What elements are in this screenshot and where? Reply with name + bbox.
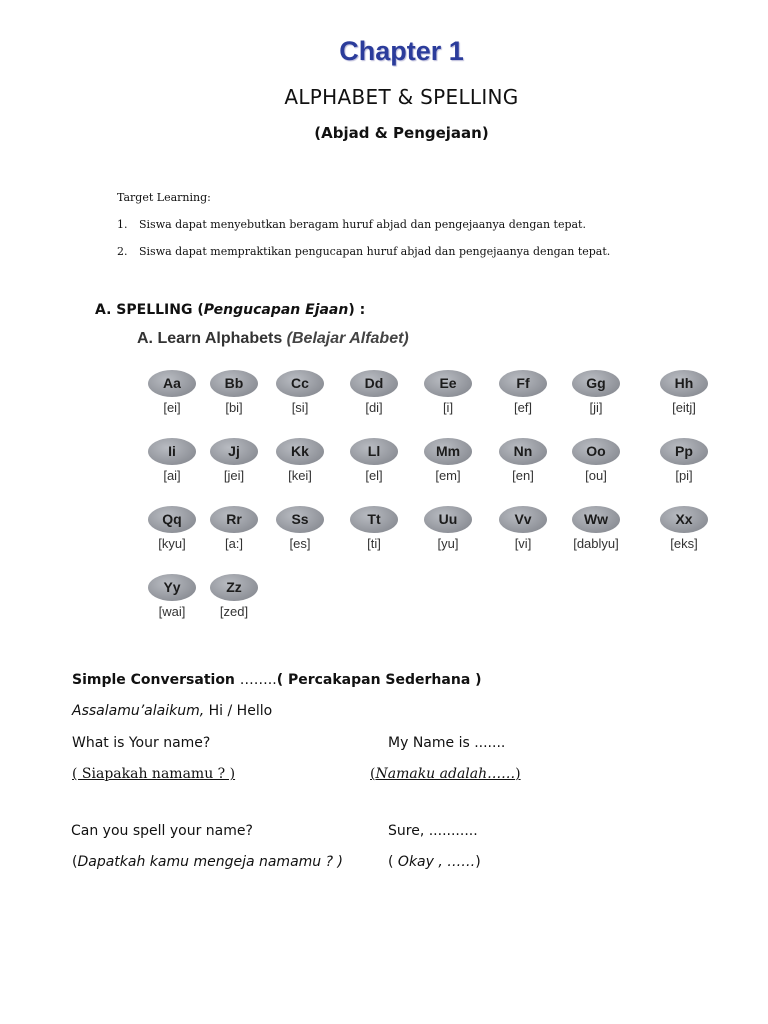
alphabet-cell bbox=[572, 370, 644, 430]
alphabet-cell bbox=[424, 506, 496, 566]
question-2: Can you spell your name? bbox=[71, 823, 253, 839]
page-title: ALPHABET & SPELLING bbox=[284, 85, 519, 109]
alphabet-cell bbox=[660, 370, 732, 430]
question-2-translation bbox=[72, 854, 343, 870]
target-item-text: Siswa dapat mempraktikan pengucapan huruf abjad dan pengejaanya dengan tepat. bbox=[139, 245, 611, 258]
question-1: What is Your name? bbox=[72, 735, 211, 751]
alphabet-cell bbox=[660, 438, 732, 498]
alphabet-cell bbox=[276, 438, 348, 498]
conversation-title-text: Simple Conversation bbox=[72, 672, 235, 688]
letter-oval: Mm bbox=[424, 438, 472, 465]
alphabet-cell bbox=[350, 438, 422, 498]
letter-oval: Aa bbox=[148, 370, 196, 397]
letter-oval: Yy bbox=[148, 574, 196, 601]
answer-2: Sure, ........... bbox=[388, 823, 478, 839]
alphabet-cell bbox=[572, 506, 644, 566]
answer-1-translation-open: ( bbox=[370, 766, 376, 782]
greeting-text: Hi / Hello bbox=[204, 703, 273, 719]
target-learning-label: Target Learning: bbox=[117, 191, 211, 204]
learn-heading-text: A. Learn Alphabets bbox=[137, 330, 287, 347]
letter-pronunciation: [es] bbox=[289, 536, 311, 551]
letter-oval: Ee bbox=[424, 370, 472, 397]
conversation-title bbox=[72, 672, 482, 688]
target-item-text: Siswa dapat menyebutkan beragam huruf abjad dan pengejaanya dengan tepat. bbox=[139, 218, 586, 231]
answer-1-translation-text: Namaku adalah…… bbox=[375, 766, 516, 782]
letter-pronunciation: [ai] bbox=[163, 468, 181, 483]
letter-pronunciation: [zed] bbox=[219, 604, 249, 619]
letter-pronunciation: [si] bbox=[291, 400, 309, 415]
section-heading bbox=[95, 302, 365, 318]
section-heading-italic: Pengucapan Ejaan bbox=[203, 302, 349, 318]
section-heading-suffix: ) : bbox=[348, 302, 366, 318]
alphabet-cell bbox=[572, 438, 644, 498]
alphabet-cell bbox=[350, 506, 422, 566]
answer-1-translation bbox=[370, 766, 521, 782]
letter-oval: Pp bbox=[660, 438, 708, 465]
letter-oval: Jj bbox=[210, 438, 258, 465]
letter-oval: Kk bbox=[276, 438, 324, 465]
letter-oval: Tt bbox=[350, 506, 398, 533]
letter-pronunciation: [bi] bbox=[225, 400, 243, 415]
letter-oval: Qq bbox=[148, 506, 196, 533]
answer-2-translation-open: ( bbox=[388, 854, 398, 870]
letter-pronunciation: [i] bbox=[442, 400, 454, 415]
letter-pronunciation: [ti] bbox=[367, 536, 381, 551]
letter-oval: Dd bbox=[350, 370, 398, 397]
target-item-number: 1. bbox=[117, 218, 128, 231]
chapter-title: Chapter 1 bbox=[339, 36, 464, 66]
letter-pronunciation: [ei] bbox=[163, 400, 181, 415]
letter-oval: Uu bbox=[424, 506, 472, 533]
letter-oval: Bb bbox=[210, 370, 258, 397]
answer-1: My Name is ....... bbox=[388, 735, 506, 751]
letter-pronunciation: [a:] bbox=[224, 536, 244, 551]
letter-pronunciation: [dablyu] bbox=[573, 536, 619, 551]
alphabet-cell bbox=[350, 370, 422, 430]
letter-pronunciation: [pi] bbox=[675, 468, 693, 483]
letter-oval: Gg bbox=[572, 370, 620, 397]
alphabet-cell bbox=[210, 574, 282, 634]
letter-pronunciation: [ji] bbox=[589, 400, 603, 415]
letter-oval: Rr bbox=[210, 506, 258, 533]
letter-pronunciation: [en] bbox=[512, 468, 534, 483]
question-2-translation-open: ( bbox=[72, 854, 78, 870]
letter-oval: Ss bbox=[276, 506, 324, 533]
letter-oval: Hh bbox=[660, 370, 708, 397]
letter-oval: Ff bbox=[499, 370, 547, 397]
letter-oval: Zz bbox=[210, 574, 258, 601]
letter-pronunciation: [eitj] bbox=[672, 400, 696, 415]
letter-pronunciation: [di] bbox=[365, 400, 383, 415]
section-heading-prefix: A. SPELLING ( bbox=[95, 302, 204, 318]
letter-oval: Nn bbox=[499, 438, 547, 465]
letter-oval: Ww bbox=[572, 506, 620, 533]
answer-2-translation-close: ) bbox=[475, 854, 481, 870]
letter-pronunciation: [kei] bbox=[288, 468, 312, 483]
learn-heading-italic: (Belajar Alfabet) bbox=[286, 330, 409, 347]
target-item-number: 2. bbox=[117, 245, 128, 258]
answer-2-translation bbox=[388, 854, 481, 870]
letter-oval: Vv bbox=[499, 506, 547, 533]
alphabet-cell bbox=[424, 370, 496, 430]
greeting-line bbox=[72, 703, 272, 719]
letter-oval: Oo bbox=[572, 438, 620, 465]
letter-oval: Cc bbox=[276, 370, 324, 397]
answer-1-translation-close: ) bbox=[515, 766, 521, 782]
alphabet-cell bbox=[499, 438, 571, 498]
alphabet-cell bbox=[276, 506, 348, 566]
alphabet-cell bbox=[660, 506, 732, 566]
letter-pronunciation: [em] bbox=[435, 468, 461, 483]
letter-oval: Ll bbox=[350, 438, 398, 465]
question-1-translation: ( Siapakah namamu ? ) bbox=[72, 766, 236, 782]
letter-pronunciation: [eks] bbox=[670, 536, 698, 551]
letter-pronunciation: [vi] bbox=[514, 536, 532, 551]
letter-pronunciation: [el] bbox=[365, 468, 383, 483]
letter-oval: Ii bbox=[148, 438, 196, 465]
letter-pronunciation: [wai] bbox=[158, 604, 186, 619]
alphabet-cell bbox=[499, 506, 571, 566]
conversation-title-id: ( Percakapan Sederhana ) bbox=[276, 672, 482, 688]
conversation-dots: …….. bbox=[239, 672, 277, 688]
letter-pronunciation: [ou] bbox=[585, 468, 607, 483]
alphabet-cell bbox=[276, 370, 348, 430]
alphabet-cell bbox=[424, 438, 496, 498]
letter-pronunciation: [kyu] bbox=[158, 536, 186, 551]
page-subtitle: (Abjad & Pengejaan) bbox=[314, 124, 489, 142]
question-2-translation-text: Dapatkah kamu mengeja namamu ? ) bbox=[77, 854, 343, 870]
answer-2-translation-text: Okay , …… bbox=[397, 854, 476, 870]
greeting-italic: Assalamu’alaikum, bbox=[72, 703, 205, 719]
alphabet-cell bbox=[499, 370, 571, 430]
letter-oval: Xx bbox=[660, 506, 708, 533]
letter-pronunciation: [jei] bbox=[223, 468, 245, 483]
learn-alphabets-heading bbox=[137, 330, 409, 348]
letter-pronunciation: [yu] bbox=[437, 536, 459, 551]
letter-pronunciation: [ef] bbox=[513, 400, 533, 415]
